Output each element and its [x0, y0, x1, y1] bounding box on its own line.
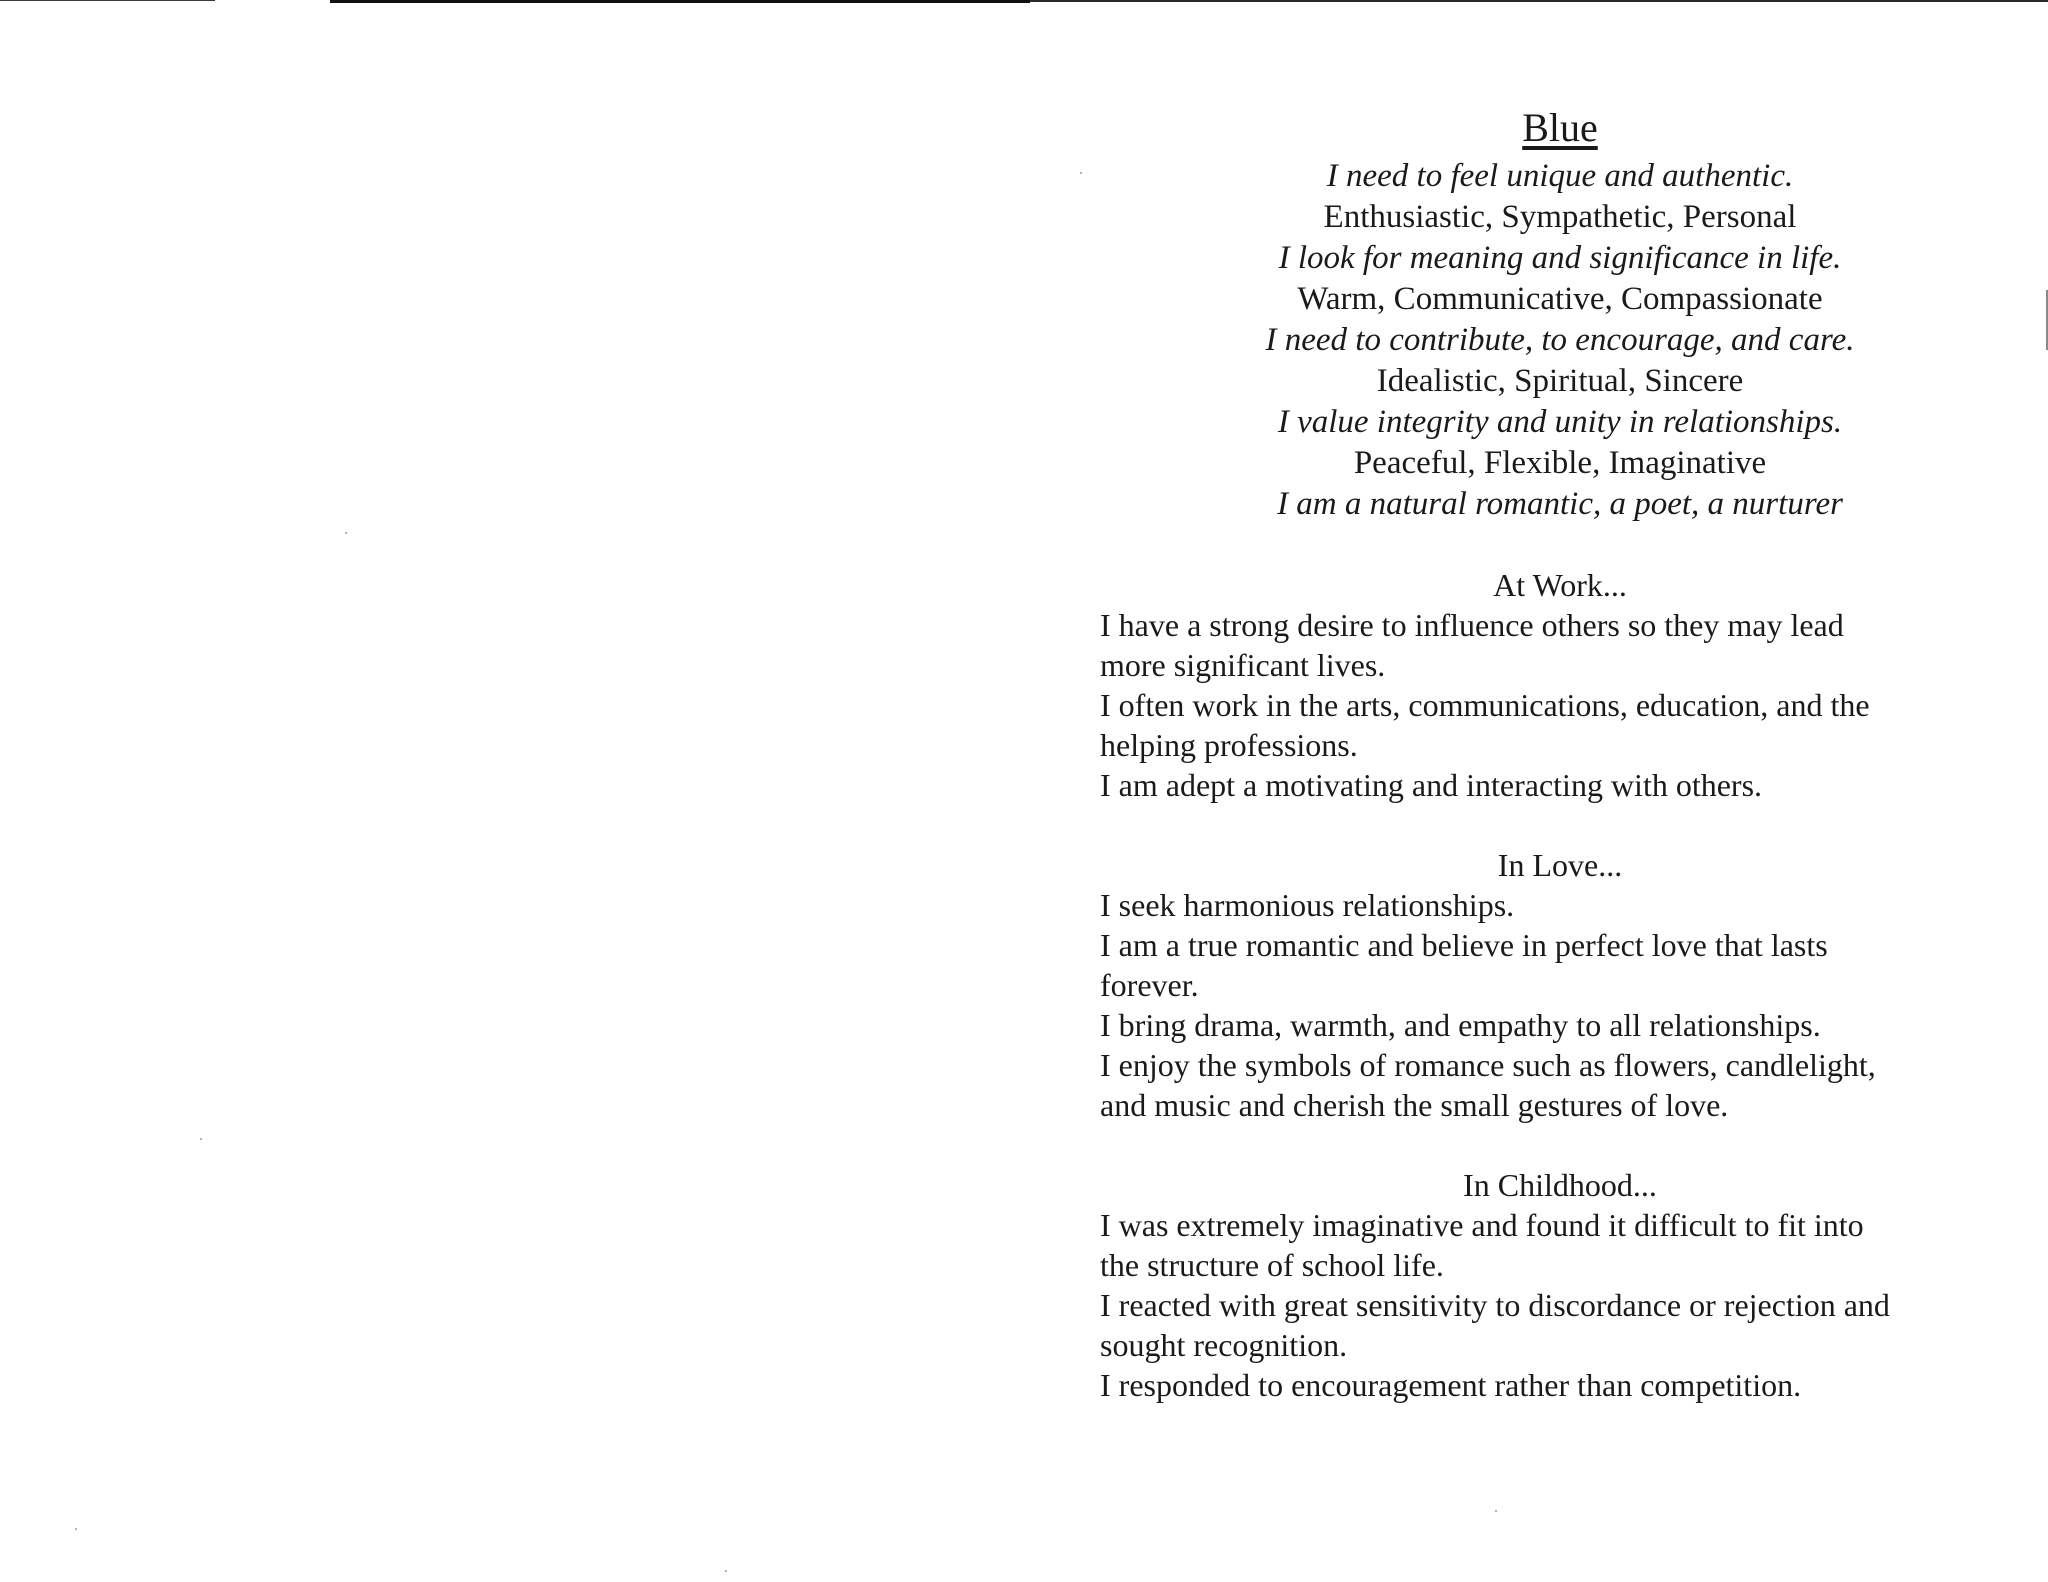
trait-line: Peaceful, Flexible, Imaginative: [1353, 445, 1767, 481]
section-in-love: [1100, 845, 1980, 1125]
trait-line: Idealistic, Spiritual, Sincere: [1376, 363, 1744, 399]
section-line: I was extremely imaginative and found it difficult to fit into: [1100, 1207, 1864, 1243]
section-line: I am a true romantic and believe in perfect love that lasts: [1100, 927, 1828, 963]
trait-line: Enthusiastic, Sympathetic, Personal: [1323, 199, 1797, 235]
section-line: I am adept a motivating and interacting with others.: [1100, 767, 1763, 803]
scan-speck: [200, 1138, 202, 1140]
section-line: helping professions.: [1100, 727, 1358, 763]
scan-edge-line-dark: [330, 0, 1030, 3]
trait-line: I need to contribute, to encourage, and care.: [1265, 322, 1855, 358]
scan-edge-line-left: [0, 0, 215, 1]
section-line: sought recognition.: [1100, 1327, 1348, 1363]
section-in-childhood: [1100, 1165, 1980, 1405]
section-line: forever.: [1100, 967, 1199, 1003]
trait-line: I value integrity and unity in relationships.: [1277, 404, 1843, 440]
page-title: Blue: [1522, 105, 1598, 150]
trait-line: I am a natural romantic, a poet, a nurturer: [1277, 486, 1843, 522]
section-line: I responded to encouragement rather than competition.: [1100, 1367, 1802, 1403]
trait-line: Warm, Communicative, Compassionate: [1297, 281, 1823, 317]
section-line: I reacted with great sensitivity to discordance or rejection and: [1100, 1287, 1890, 1323]
section-line: the structure of school life.: [1100, 1247, 1444, 1283]
section-line: and music and cherish the small gestures of love.: [1100, 1087, 1729, 1123]
scan-speck: [345, 532, 347, 534]
traits-block: [1140, 156, 1980, 525]
document-page: [1100, 100, 1980, 1405]
scan-speck: [725, 1570, 727, 1572]
section-heading: At Work...: [1493, 567, 1627, 603]
trait-line: I look for meaning and significance in life.: [1278, 240, 1842, 276]
trait-line: I need to feel unique and authentic.: [1326, 158, 1794, 194]
section-heading: In Childhood...: [1463, 1167, 1657, 1203]
section-line: I seek harmonious relationships.: [1100, 887, 1515, 923]
scan-speck: [75, 1528, 77, 1530]
section-at-work: [1100, 565, 1980, 805]
section-line: I have a strong desire to influence others so they may lead: [1100, 607, 1844, 643]
section-line: I enjoy the symbols of romance such as flowers, candlelight,: [1100, 1047, 1876, 1083]
section-line: I bring drama, warmth, and empathy to all relationships.: [1100, 1007, 1821, 1043]
section-heading: In Love...: [1497, 847, 1623, 883]
scan-speck: [1495, 1510, 1497, 1512]
section-line: more significant lives.: [1100, 647, 1386, 683]
section-line: I often work in the arts, communications, education, and the: [1100, 687, 1870, 723]
scan-speck: [1080, 172, 1082, 174]
